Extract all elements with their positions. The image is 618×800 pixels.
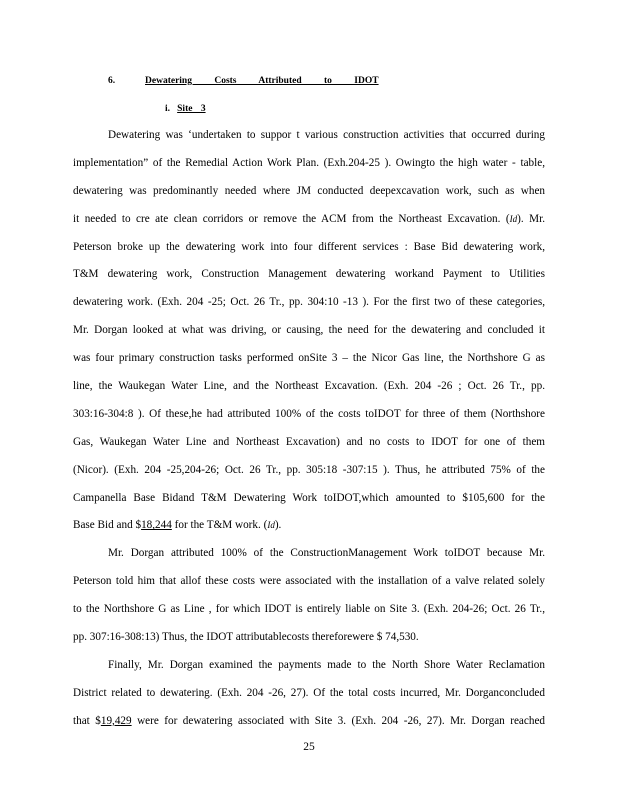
subsection-heading: [165, 104, 206, 114]
paragraph-1-line: dewatering work. (Exh. 204 -25; Oct. 26 Tr., pp. 304:10 -13 ). For the first two of these categories,: [73, 296, 545, 309]
body-text: [73, 122, 545, 736]
subsection-number: i.: [165, 104, 171, 114]
amount-underlined: 19,429: [100, 714, 132, 727]
section-number: 6.: [108, 76, 116, 86]
paragraph-1-line: 303:16-304:8 ). Of these,he had attributed 100% of the costs toIDOT for three of them (Northshore: [73, 407, 545, 420]
amount-underlined: 18,244: [141, 519, 172, 532]
paragraph-1-line: dewatering was predominantly needed where JM conducted deepexcavation work, such as when: [73, 184, 545, 197]
paragraph-1-line: Dewatering was ‘undertaken to suppor t various construction activities that occurred during: [108, 129, 545, 141]
text-fragment: Base Bid and $: [73, 519, 142, 532]
paragraph-1-line: Campanella Base Bidand T&M Dewatering Work toIDOT,which amounted to $105,600 for the: [73, 491, 545, 504]
paragraph-1-line: [73, 206, 545, 234]
paragraph-1-line: [73, 512, 545, 540]
text-fragment: for the T&M work. (: [171, 519, 268, 532]
page-number: 25: [303, 741, 315, 753]
text-fragment: were for dewatering associated with Site 3. (Exh. 204 -26, 27). Mr. Dorgan reached: [131, 714, 546, 727]
text-fragment: ).: [274, 519, 282, 532]
paragraph-1-line: line, the Waukegan Water Line, and the Northeast Excavation. (Exh. 204 -26 ; Oct. 26 Tr., pp.: [73, 380, 545, 393]
paragraph-2-line: to the Northshore G as Line , for which IDOT is entirely liable on Site 3. (Exh. 204-26; Oct. 26 Tr.,: [73, 603, 545, 616]
paragraph-1-line: Mr. Dorgan looked at what was driving, or causing, the need for the dewatering and concluded it: [73, 324, 545, 337]
citation-id: Id: [509, 213, 518, 224]
paragraph-1-line: T&M dewatering work, Construction Management dewatering workand Payment to Utilities: [73, 268, 545, 281]
paragraph-1-line: Gas, Waukegan Water Line and Northeast Excavation) and no costs to IDOT for one of them: [73, 435, 545, 448]
paragraph-2-line: pp. 307:16-308:13) Thus, the IDOT attributablecosts thereforewere $ 74,530.: [73, 631, 419, 644]
paragraph-1-line: was four primary construction tasks performed onSite 3 – the Nicor Gas line, the Northshore G as: [73, 352, 545, 365]
section-heading: [108, 76, 379, 86]
paragraph-2-line: Peterson told him that allof these costs were associated with the installation of a valve related solely: [73, 575, 545, 588]
paragraph-3-line: District related to dewatering. (Exh. 204 -26, 27). Of the total costs incurred, Mr. Dorganconcluded: [73, 686, 545, 699]
paragraph-1-line: implementation” of the Remedial Action Work Plan. (Exh.204-25 ). Owingto the high water - table,: [73, 156, 545, 169]
text-fragment: that $: [73, 714, 101, 727]
citation-id: Id: [267, 520, 275, 531]
paragraph-3-line: [73, 708, 545, 736]
section-title: Dewatering Costs Attributed to IDOT: [145, 76, 379, 86]
text-fragment: it needed to cre ate clean corridors or remove the ACM from the Northeast Excavation. (: [73, 212, 510, 225]
text-fragment: ). Mr.: [517, 212, 545, 225]
paragraph-1-line: (Nicor). (Exh. 204 -25,204-26; Oct. 26 Tr., pp. 305:18 -307:15 ). Thus, he attributed 75% of the: [73, 463, 545, 476]
subsection-title: Site 3: [177, 104, 206, 114]
paragraph-3-line: Finally, Mr. Dorgan examined the payments made to the North Shore Water Reclamation: [108, 658, 545, 671]
paragraph-1-line: Peterson broke up the dewatering work into four different services : Base Bid dewatering work,: [73, 240, 545, 253]
paragraph-2-line: Mr. Dorgan attributed 100% of the ConstructionManagement Work toIDOT because Mr.: [108, 547, 545, 560]
